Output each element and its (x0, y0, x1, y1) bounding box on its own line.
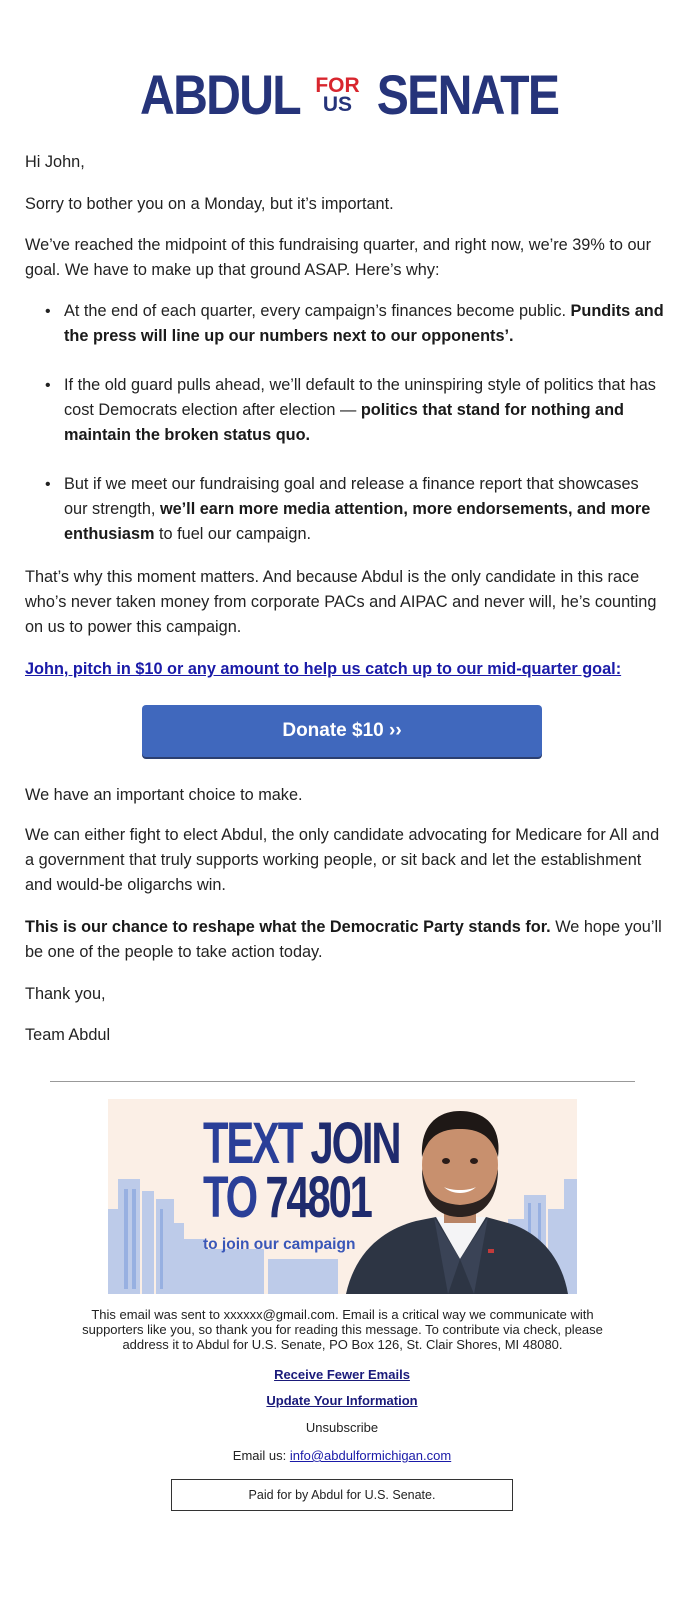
paid-for-disclaimer: Paid for by Abdul for U.S. Senate. (171, 1479, 513, 1511)
signoff: Thank you, (25, 985, 106, 1003)
logo-for: FOR (315, 73, 360, 97)
reasons-list (45, 299, 665, 547)
banner-text-word: TEXT (203, 1111, 302, 1176)
candidate-photo (336, 1099, 577, 1294)
banner-subline: to join our campaign (203, 1236, 356, 1253)
paragraph-3: That’s why this moment matters. And because Abdul is the only candidate in this race who’s never taken money from corporate PACs and AIPAC and never will, he’s counting on us to power this campaign. (25, 568, 657, 636)
list-item: • But if we meet our fundraising goal and release a finance report that showcases our strength, we’ll earn more media attention, more endorsements, and more enthusiasm to fuel our campaign. (45, 472, 665, 547)
logo-senate: SENATE (376, 63, 559, 126)
paragraph-6: This is our chance to reshape what the Democratic Party stands for. We hope you’ll be one of the people to take action today. (25, 918, 662, 961)
donate-cta-link[interactable]: John, pitch in $10 or any amount to help us catch up to our mid-quarter goal: (25, 660, 622, 678)
list-item: • At the end of each quarter, every campaign’s finances become public. Pundits and the press will line up our numbers next to our opponents’. (45, 299, 665, 349)
text-join-banner[interactable] (108, 1099, 577, 1294)
receive-fewer-emails-link[interactable]: Receive Fewer Emails (274, 1367, 410, 1382)
contact-email-link[interactable]: info@abdulformichigan.com (289, 1448, 452, 1463)
unsubscribe-link[interactable]: Unsubscribe (305, 1420, 379, 1435)
update-information-link[interactable]: Update Your Information (266, 1393, 418, 1408)
greeting: Hi John, (25, 153, 85, 171)
paragraph-4: We have an important choice to make. (25, 786, 303, 804)
paragraph-1: Sorry to bother you on a Monday, but it’s important. (25, 195, 394, 213)
logo-abdul: ABDUL (139, 63, 300, 126)
donate-button[interactable]: Donate $10 ›› (142, 705, 542, 757)
signature: Team Abdul (25, 1026, 111, 1044)
paragraph-2: We’ve reached the midpoint of this fundraising quarter, and right now, we’re 39% to our goal. We have to make up that ground ASAP. Here’s why: (25, 236, 651, 279)
banner-shortcode: 74801 (265, 1165, 371, 1230)
divider (50, 1081, 635, 1082)
email-us-line: Email us: info@abdulformichigan.com (232, 1448, 452, 1463)
footer-notice: This email was sent to xxxxxx@gmail.com. Email is a critical way we communicate with supporters like you, so thank you for reading this message. To contribute via check, please address it to Abdul for U.S. Senate, PO Box 126, St. Clair Shores, MI 48080. (82, 1307, 603, 1352)
list-item: • If the old guard pulls ahead, we’ll default to the uninspiring style of politics that has cost Democrats election after election — politics that stand for nothing and maintain the broken status quo. (45, 373, 665, 448)
logo-us: US (322, 92, 353, 116)
logo-for-us (315, 73, 360, 116)
banner-to-word: TO (203, 1165, 256, 1230)
banner-join-word: JOIN (310, 1111, 400, 1176)
campaign-logo (0, 62, 700, 127)
paragraph-5: We can either fight to elect Abdul, the only candidate advocating for Medicare for All and a government that truly supports working people, or sit back and let the establishment and would-be oligarchs win. (25, 826, 660, 894)
